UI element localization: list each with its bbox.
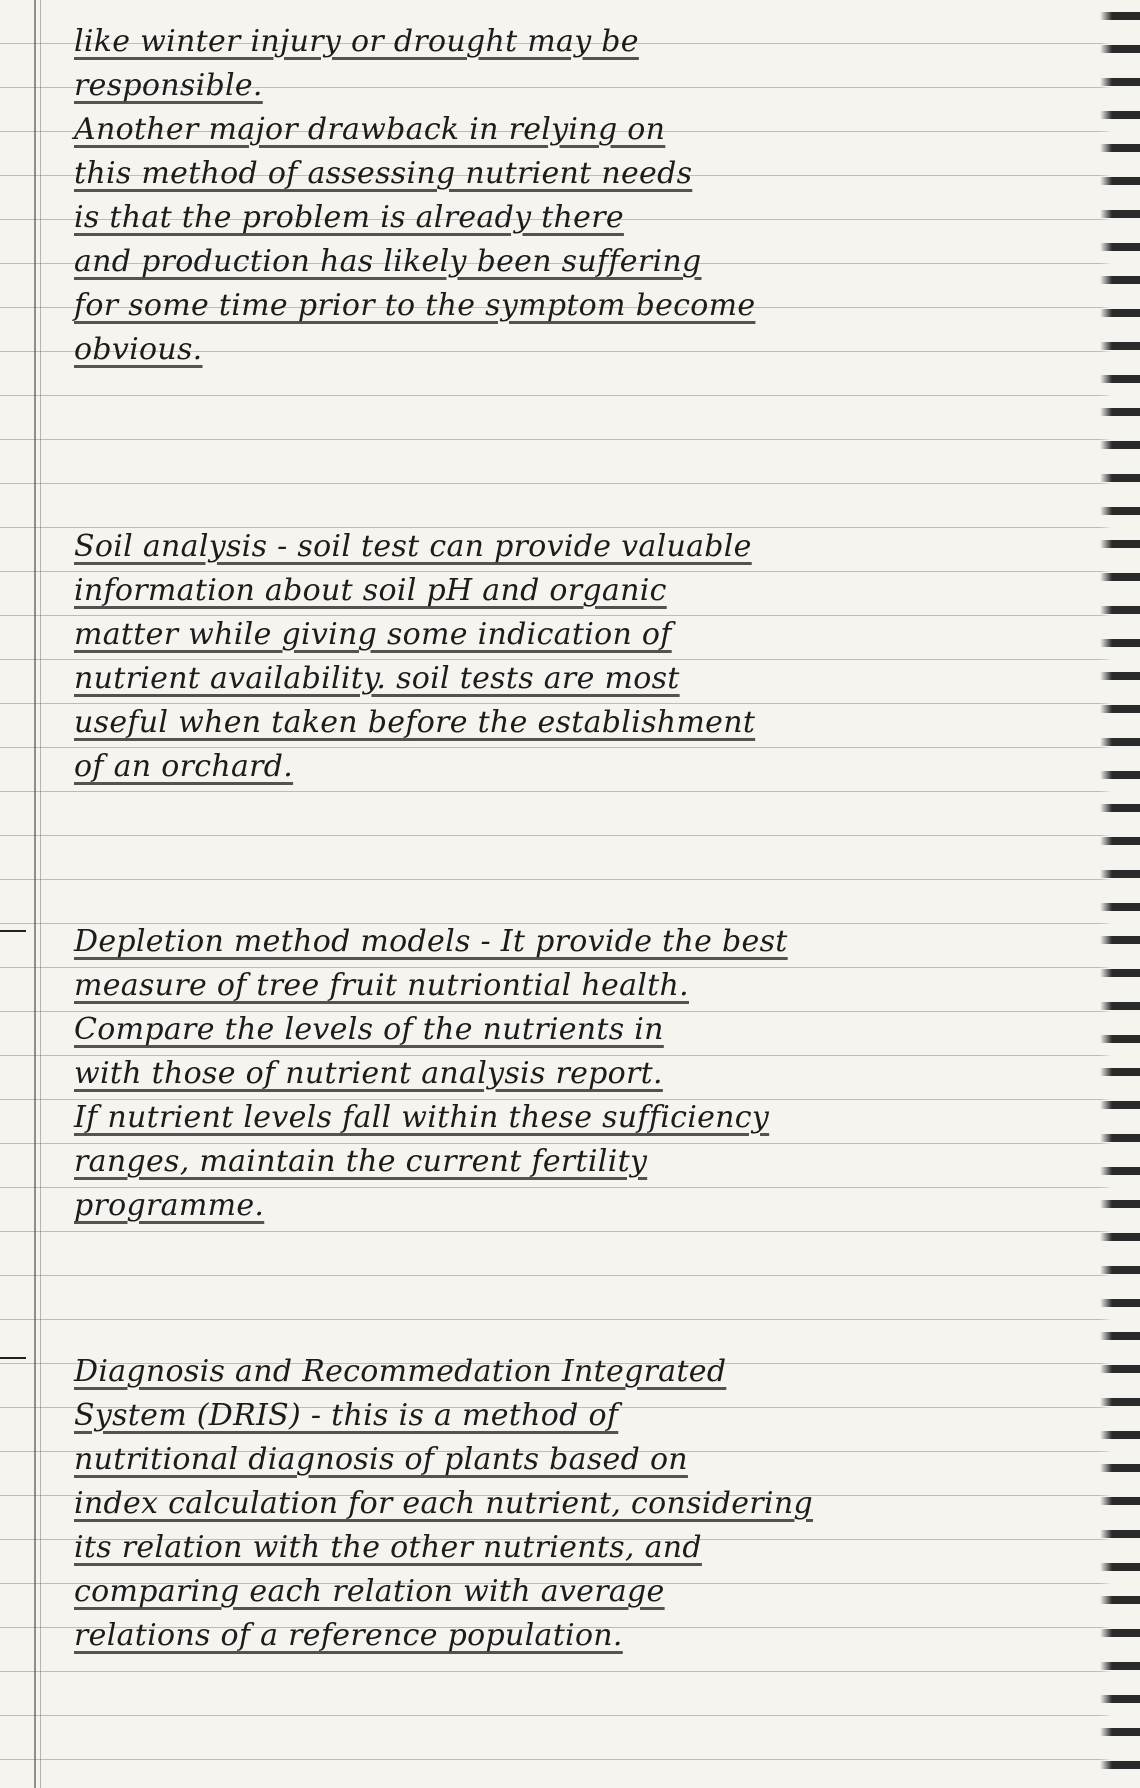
text-line: ranges, maintain the current fertility: [74, 1144, 648, 1179]
paragraph-dris: [52, 1350, 1082, 1658]
text-line: responsible.: [74, 68, 263, 103]
text-line: nutrient availability. soil tests are most: [74, 661, 680, 696]
text-line: If nutrient levels fall within these sufficiency: [74, 1100, 770, 1135]
text-line: programme.: [74, 1188, 265, 1223]
text-line: index calculation for each nutrient, considering: [74, 1486, 813, 1521]
paragraph-depletion-models: [52, 920, 1082, 1228]
text-line: like winter injury or drought may be: [74, 24, 639, 59]
section-marker: [0, 930, 26, 932]
text-line: this method of assessing nutrient needs: [74, 156, 693, 191]
text-line: measure of tree fruit nutriontial health.: [74, 968, 689, 1003]
text-line: and production has likely been suffering: [74, 244, 702, 279]
text-line: of an orchard.: [74, 749, 294, 784]
section-marker: [0, 1357, 26, 1359]
text-line: is that the problem is already there: [74, 200, 624, 235]
text-line: useful when taken before the establishment: [74, 705, 756, 740]
paragraph-drawback: [52, 20, 1082, 372]
text-line: Diagnosis and Recommedation Integrated: [74, 1354, 727, 1389]
text-line: information about soil pH and organic: [74, 573, 667, 608]
text-line: relations of a reference population.: [74, 1618, 623, 1653]
text-line: nutritional diagnosis of plants based on: [74, 1442, 688, 1477]
margin-line-inner: [40, 0, 41, 1788]
text-line: Compare the levels of the nutrients in: [74, 1012, 664, 1047]
text-line: matter while giving some indication of: [74, 617, 672, 652]
paragraph-soil-analysis: [52, 525, 1082, 789]
text-line: obvious.: [74, 332, 203, 367]
text-line: Depletion method models - It provide the best: [74, 924, 788, 959]
text-line: Soil analysis - soil test can provide valuable: [74, 529, 752, 564]
text-line: System (DRIS) - this is a method of: [74, 1398, 619, 1433]
text-line: its relation with the other nutrients, and: [74, 1530, 702, 1565]
text-line: with those of nutrient analysis report.: [74, 1056, 663, 1091]
text-line: Another major drawback in relying on: [74, 112, 666, 147]
text-line: comparing each relation with average: [74, 1574, 665, 1609]
margin-line: [34, 0, 36, 1788]
spiral-binding: [1100, 0, 1140, 1788]
text-line: for some time prior to the symptom become: [74, 288, 756, 323]
